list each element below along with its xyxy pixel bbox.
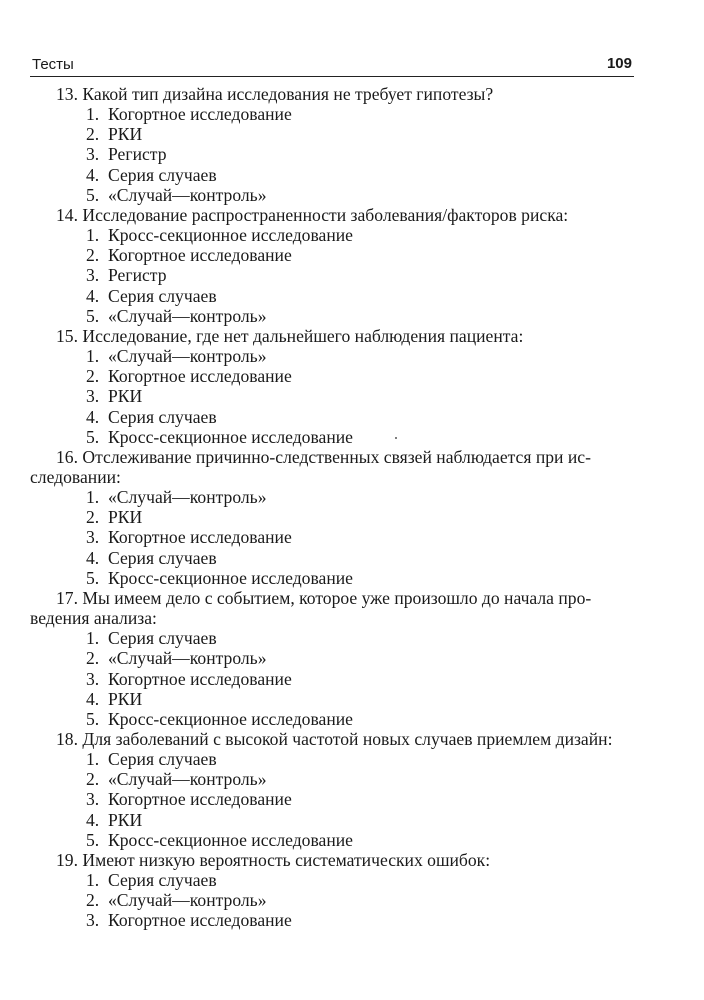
answer-option: 2. «Случай—контроль» — [86, 890, 267, 911]
page-number: 109 — [606, 55, 632, 72]
question-19 — [56, 850, 634, 931]
question-number: 13. — [56, 84, 78, 104]
question-text: Имеют низкую вероятность систематических ошибок: — [82, 849, 491, 870]
answer-option: 5. Кросс-секционное исследование — [86, 426, 353, 447]
answer-option: 1. Кросс-секционное исследование — [86, 225, 353, 246]
question-17 — [30, 587, 634, 729]
question-number: 15. — [56, 325, 78, 346]
test-questions — [30, 84, 634, 931]
answer-option: 1. Серия случаев — [86, 628, 217, 649]
question-text: Для заболеваний с высокой частотой новых случаев приемлем дизайн: — [82, 729, 613, 749]
question-text: Исследование распространенности заболевания/факторов риска: — [82, 204, 569, 225]
question-number: 14. — [56, 204, 78, 225]
answer-options — [56, 628, 634, 729]
question-number: 18. — [56, 729, 78, 749]
question-13 — [56, 84, 634, 205]
answer-option: 4. Серия случаев — [86, 406, 217, 427]
answer-option: 5. Кросс-секционное исследование — [86, 708, 353, 729]
answer-options — [56, 870, 634, 930]
answer-option: 3. Когортное исследование — [86, 668, 292, 689]
question-number: 19. — [56, 849, 78, 870]
answer-option: 5. Кросс-секционное исследование — [86, 567, 353, 588]
answer-options — [56, 487, 634, 588]
question-text-continued: ведения анализа: — [30, 608, 157, 629]
answer-option: 1. «Случай—контроль» — [86, 346, 267, 367]
question-15 — [56, 326, 634, 447]
answer-option: 1. Серия случаев — [86, 870, 217, 891]
answer-option: 4. РКИ — [86, 809, 143, 830]
answer-option: 3. Регистр — [86, 144, 167, 165]
answer-option: 4. Серия случаев — [86, 547, 217, 568]
answer-option: 5. «Случай—контроль» — [86, 305, 267, 326]
answer-option: 2. «Случай—контроль» — [86, 648, 267, 669]
answer-option: 3. Когортное исследование — [86, 789, 292, 810]
answer-option: 2. РКИ — [86, 507, 143, 528]
answer-option: 2. «Случай—контроль» — [86, 769, 267, 790]
answer-option: 4. Серия случаев — [86, 285, 217, 306]
question-16 — [30, 446, 634, 588]
question-text: Какой тип дизайна исследования не требует гипотезы? — [82, 84, 494, 104]
answer-option: 2. Когортное исследование — [86, 245, 292, 266]
question-18 — [56, 729, 634, 850]
answer-option: 1. «Случай—контроль» — [86, 487, 267, 508]
running-header — [30, 54, 634, 77]
answer-options — [56, 346, 634, 447]
question-text: Отслеживание причинно-следственных связей наблюдается при ис- — [82, 446, 591, 467]
answer-option: 4. РКИ — [86, 688, 143, 709]
question-text-continued: следовании: — [30, 466, 121, 487]
answer-option: 3. Когортное исследование — [86, 527, 292, 548]
answer-option: 1. Серия случаев — [86, 749, 217, 770]
answer-option: 1. Когортное исследование — [86, 104, 292, 125]
answer-option: 5. «Случай—контроль» — [86, 184, 267, 205]
section-title: Тесты — [32, 56, 74, 73]
answer-option: 4. Серия случаев — [86, 164, 217, 185]
answer-option: 3. Когортное исследование — [86, 910, 292, 931]
question-number: 17. — [56, 587, 78, 608]
question-text: Исследование, где нет дальнейшего наблюдения пациента: — [82, 325, 524, 346]
question-text: Мы имеем дело с событием, которое уже произошло до начала про- — [82, 587, 592, 608]
answer-options — [56, 104, 634, 205]
answer-option: 5. Кросс-секционное исследование — [86, 829, 353, 850]
answer-option: 3. Регистр — [86, 265, 167, 286]
answer-option: 2. РКИ — [86, 124, 143, 145]
answer-options — [56, 749, 634, 850]
answer-option: 3. РКИ — [86, 386, 143, 407]
scan-speck — [395, 437, 397, 439]
question-number: 16. — [56, 446, 78, 467]
answer-options — [56, 225, 634, 326]
answer-option: 2. Когортное исследование — [86, 366, 292, 387]
question-14 — [56, 205, 634, 326]
